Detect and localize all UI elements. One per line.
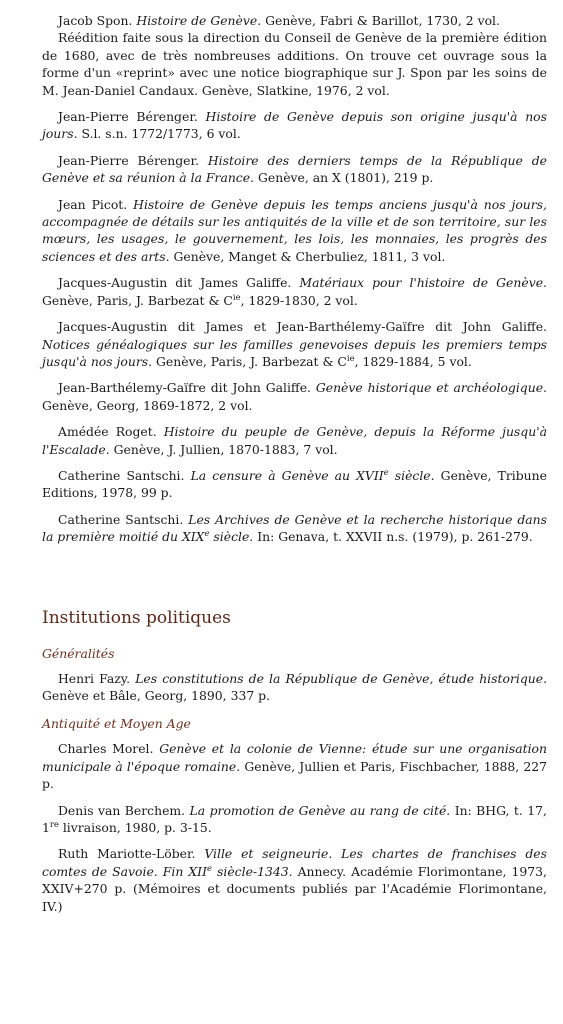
entry-author: Denis van Berchem. bbox=[58, 802, 186, 818]
entry-author: Jacques-Augustin dit James Galiffe. bbox=[58, 275, 292, 291]
entry-publication: S.l. s.n. 1772/1773, 6 vol. bbox=[81, 126, 241, 142]
title-text: siècle. bbox=[388, 467, 435, 483]
title-text: Les Archives de Genève et la recherche historique dans la première moitié du XIX bbox=[42, 511, 547, 545]
publication-text: In: BHG, t. 17, 1 bbox=[42, 802, 547, 835]
bib-entry bbox=[42, 12, 547, 99]
entry-publication: Genève, Manget & Cherbuliez, 1811, 3 vol. bbox=[173, 248, 446, 264]
entry-author: Charles Morel. bbox=[58, 741, 154, 757]
superscript: e bbox=[383, 466, 389, 477]
entry-publication: Genève et Bâle, Georg, 1890, 337 p. bbox=[42, 687, 271, 703]
entry-title: Les constitutions de la République de Genève, étude historique. bbox=[135, 670, 548, 686]
entry-publication: Genève, J. Jullien, 1870-1883, 7 vol. bbox=[113, 441, 338, 457]
superscript: e bbox=[206, 862, 212, 873]
title-text: La censure à Genève au XVII bbox=[190, 467, 384, 483]
bib-entry bbox=[42, 196, 547, 266]
entry-title: Matériaux pour l'histoire de Genève. bbox=[299, 275, 547, 291]
bib-entry bbox=[42, 467, 547, 502]
entry-publication: In: Genava, t. XXVII n.s. (1979), p. 261-279. bbox=[257, 529, 533, 545]
entry-publication bbox=[42, 293, 358, 308]
entry-title: Histoire de Genève. bbox=[136, 13, 262, 28]
superscript: e bbox=[204, 528, 210, 539]
entry-author: Jean-Barthélemy-Gaïfre dit John Galiffe. bbox=[58, 380, 311, 396]
entry-note: Réédition faite sous la direction du Conseil de Genève de la première édition de 1680, avec de très nombreuses additions. On trouve cet ouvrage sous la forme d'un «reprint» avec une notice biographique sur J. Spon par les soins de M. Jean-Daniel Candaux. Genève, Slatkine, 1976, 2 vol. bbox=[42, 30, 547, 98]
bib-entry bbox=[42, 740, 547, 792]
entry-title: Genève historique et archéologique. bbox=[315, 380, 547, 396]
title-text: siècle-1343. bbox=[211, 863, 293, 879]
entry-author: Jean-Pierre Bérenger. bbox=[58, 152, 199, 168]
entry-author: Ruth Mariotte-Löber. bbox=[58, 846, 196, 862]
superscript: ie bbox=[232, 291, 241, 302]
superscript: ie bbox=[346, 352, 355, 363]
entry-title: Histoire de Genève depuis son origine jusqu'à nos jours. bbox=[42, 109, 547, 142]
bib-entry bbox=[42, 318, 547, 370]
entry-title: Histoire des derniers temps de la République de Genève et sa réunion à la France. bbox=[42, 152, 547, 186]
bib-entry bbox=[42, 511, 547, 546]
publication-text: , 1829-1830, 2 vol. bbox=[240, 292, 358, 308]
bib-entry bbox=[42, 379, 547, 414]
entry-author: Amédée Roget. bbox=[58, 424, 157, 440]
section-heading: Institutions politiques bbox=[42, 607, 231, 628]
entry-title: Notices généalogiques sur les familles genevoises depuis les premiers temps jusqu'à nos jours. bbox=[42, 336, 547, 369]
bib-entry bbox=[42, 108, 547, 143]
entry-title: Genève et la colonie de Vienne: étude sur une organisation municipale à l'époque romaine. bbox=[42, 741, 547, 774]
entry-author: Catherine Santschi. bbox=[58, 511, 184, 527]
publication-text: Genève, Paris, J. Barbezat & C bbox=[42, 292, 233, 308]
entry-publication: Genève, Georg, 1869-1872, 2 vol. bbox=[42, 397, 253, 413]
entry-author: Jean-Pierre Bérenger. bbox=[58, 109, 198, 125]
entry-title: Histoire du peuple de Genève, depuis la Réforme jusqu'à l'Escalade. bbox=[42, 424, 547, 457]
title-text: Ville et seigneurie. Les chartes de franchises des comtes de Savoie. Fin XII bbox=[42, 846, 547, 879]
bib-entry bbox=[42, 802, 547, 837]
bib-entry bbox=[42, 423, 547, 458]
entry-publication: Genève, an X (1801), 219 p. bbox=[257, 170, 434, 186]
publication-text: Genève, Paris, J. Barbezat & C bbox=[156, 353, 347, 369]
subsection-heading: Antiquité et Moyen Age bbox=[42, 716, 191, 732]
entry-author: Jacques-Augustin dit James et Jean-Barthélemy-Gaïfre dit John Galiffe. bbox=[58, 319, 547, 335]
entry-publication: Genève, Fabri & Barillot, 1730, 2 vol. bbox=[265, 13, 500, 28]
entry-title: La promotion de Genève au rang de cité. bbox=[189, 802, 451, 818]
entry-publication bbox=[156, 354, 472, 369]
entry-publication: Genève, Jullien et Paris, Fischbacher, 1888, 227 p. bbox=[42, 758, 547, 792]
entry-author: Catherine Santschi. bbox=[58, 467, 185, 483]
entry-title: Histoire de Genève depuis les temps anciens jusqu'à nos jours, accompagnée de détails sur les antiquités de la ville et de son territoire, sur les mœurs, les usages, le gouvernement, les lois, les monnaies, les progrès des sciences et des arts. bbox=[42, 196, 547, 264]
entry-author: Henri Fazy. bbox=[58, 670, 131, 686]
entry-author: Jacob Spon. bbox=[58, 13, 133, 28]
superscript: re bbox=[49, 818, 59, 829]
entry-publication: Annecy. Académie Florimontane, 1973, XXIV+270 p. (Mémoires et documents publiés par l'Académie Florimontane, IV.) bbox=[42, 863, 547, 914]
entry-title bbox=[191, 468, 435, 483]
entry-publication: Genève, Tribune Editions, 1978, 99 p. bbox=[42, 467, 547, 501]
bib-entry bbox=[42, 152, 547, 187]
title-text: siècle. bbox=[209, 529, 254, 545]
bib-entry bbox=[42, 845, 547, 915]
bib-entry bbox=[42, 274, 547, 309]
bib-entry bbox=[42, 670, 547, 705]
publication-text: livraison, 1980, p. 3-15. bbox=[58, 820, 212, 835]
entry-author: Jean Picot. bbox=[58, 196, 128, 212]
publication-text: , 1829-1884, 5 vol. bbox=[354, 353, 472, 369]
subsection-heading: Généralités bbox=[42, 645, 115, 661]
